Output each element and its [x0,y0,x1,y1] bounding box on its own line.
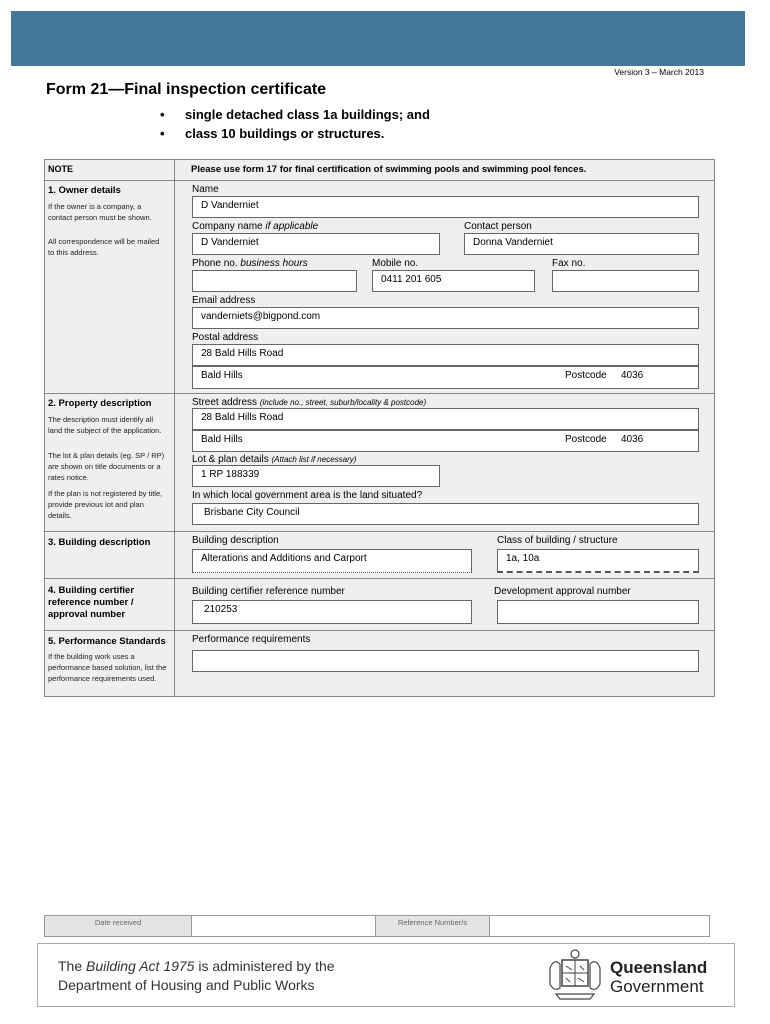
act-statement: The Building Act 1975 is administered by the Department of Housing and Public Works [58,958,335,993]
name-field[interactable]: D Vanderniet [192,196,699,218]
office-use-bar [44,915,710,937]
reference-numbers-label: Reference Number/s [376,916,489,936]
performance-help: If the building work uses a performance based solution, list the performance requirements used. [48,652,167,683]
street-suburb: Bald Hills [201,434,243,445]
email-label: Email address [192,295,256,306]
date-received-label: Date received [45,916,191,936]
dev-approval-field[interactable] [497,600,699,624]
version-text: Version 3 – March 2013 [614,67,704,77]
lot-field[interactable]: 1 RP 188339 [192,465,440,487]
bullet-1: single detached class 1a buildings; and [185,107,430,122]
fax-label: Fax no. [552,258,586,269]
form-title: Form 21—Final inspection certificate [46,81,327,98]
certifier-ref-field[interactable]: 210253 [192,600,472,624]
performance-field[interactable] [192,650,699,672]
email-field[interactable]: vanderniets@bigpond.com [192,307,699,329]
building-heading: 3. Building description [48,537,151,548]
owner-help-2: All correspondence will be mailed to this address. [48,237,160,257]
date-received-field[interactable] [192,916,375,936]
header-banner [11,11,745,66]
property-help-1: The description must identify all land the subject of the application. [48,415,162,435]
property-heading: 2. Property description [48,398,152,409]
mobile-field[interactable]: 0411 201 605 [372,270,535,292]
street-postcode: 4036 [621,434,644,445]
queensland-crest-icon [546,948,604,1002]
reference-numbers-field[interactable] [490,916,709,936]
company-label: Company name if applicable [192,221,319,232]
brand-government: Government [610,977,704,996]
contact-label: Contact person [464,221,532,232]
property-help-2: The lot & plan details (eg. SP / RP) are shown on title documents or a rates notice. [48,451,165,482]
mobile-label: Mobile no. [372,258,419,269]
phone-field[interactable] [192,270,357,292]
class-label: Class of building / structure [497,535,618,546]
bullet-2: class 10 buildings or structures. [185,126,385,141]
postal-postcode: 4036 [621,370,644,381]
certifier-ref-label: Building certifier reference number [192,586,345,597]
company-field[interactable]: D Vanderniet [192,233,440,255]
dev-approval-label: Development approval number [494,586,631,597]
note-text: Please use form 17 for final certification of swimming pools and swimming pool fences. [191,164,587,175]
column-divider [174,159,175,696]
certifier-heading: 4. Building certifier reference number / approval number [48,585,135,620]
owner-help-1: If the owner is a company, a contact person must be shown. [48,202,152,222]
street-line1-field[interactable]: 28 Bald Hills Road [192,408,699,430]
postal-postcode-label: Postcode [565,370,607,381]
postal-line1-field[interactable]: 28 Bald Hills Road [192,344,699,366]
owner-heading: 1. Owner details [48,185,121,196]
name-label: Name [192,184,219,195]
note-label: NOTE [48,164,74,174]
performance-label: Performance requirements [192,634,311,645]
street-line2-field[interactable] [192,430,699,452]
postal-label: Postal address [192,332,259,343]
scope-bullets: • single detached class 1a buildings; and • class 10 buildings or structures. [160,107,430,141]
street-postcode-label: Postcode [565,434,607,445]
street-label: Street address (include no., street, suburb/locality & postcode) [192,397,427,408]
building-desc-label: Building description [192,535,279,546]
lot-label: Lot & plan details (Attach list if necessary) [192,454,357,465]
building-desc-field[interactable]: Alterations and Additions and Carport [192,549,472,573]
postal-line2-field[interactable] [192,366,699,389]
fax-field[interactable] [552,270,699,292]
class-field[interactable]: 1a, 10a [497,549,699,573]
postal-suburb: Bald Hills [201,370,243,381]
contact-field[interactable]: Donna Vanderniet [464,233,699,255]
lga-label: In which local government area is the land situated? [192,490,423,501]
property-help-3: If the plan is not registered by title, provide previous lot and plan details. [48,489,163,520]
performance-heading: 5. Performance Standards [48,636,166,647]
brand-queensland: Queensland [610,958,708,977]
lga-field[interactable]: Brisbane City Council [192,503,699,525]
department-name: Department of Housing and Public Works [58,977,315,993]
phone-label: Phone no. business hours [192,258,308,269]
